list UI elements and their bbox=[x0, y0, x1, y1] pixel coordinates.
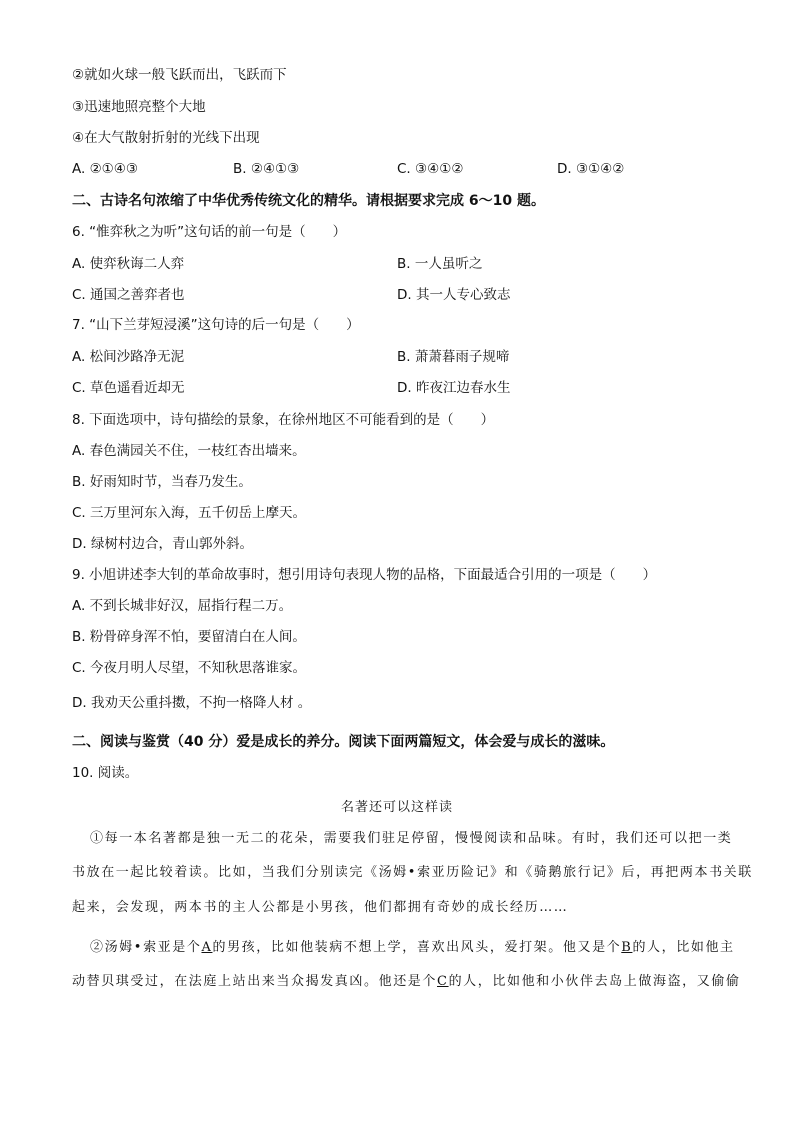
q9-option-c: C. 今夜月明人尽望，不知秋思落谁家。 bbox=[72, 660, 307, 676]
blank-c: C bbox=[437, 974, 449, 989]
passage-p1-line2: 书放在一起比较着读。比如，当我们分别读完《汤姆•索亚历险记》和《骑鹅旅行记》后，再把两本书关联 bbox=[72, 865, 753, 880]
q6-option-b: B. 一人虽听之 bbox=[397, 256, 483, 272]
passage-p1-line1: ①每一本名著都是独一无二的花朵，需要我们驻足停留，慢慢阅读和品味。有时，我们还可以把一类 bbox=[90, 831, 733, 846]
q8-option-d: D. 绿树村边合，青山郭外斜。 bbox=[72, 536, 253, 552]
section-heading-reading: 二、阅读与鉴赏（40 分）爱是成长的养分。阅读下面两篇短文，体会爱与成长的滋味。 bbox=[72, 734, 615, 750]
q9-option-d: D. 我劝天公重抖擞，不拘一格降人材 。 bbox=[72, 695, 312, 711]
passage-title: 名著还可以这样读 bbox=[340, 800, 453, 815]
q8-option-b: B. 好雨知时节，当春乃发生。 bbox=[72, 474, 252, 490]
q9-stem: 9. 小旭讲述李大钊的革命故事时，想引用诗句表现人物的品格，下面最适合引用的一项是（ ） bbox=[72, 567, 657, 583]
q7-option-b: B. 萧萧暮雨子规啼 bbox=[397, 349, 510, 365]
q5-option-c: C. ③④①② bbox=[397, 161, 464, 177]
q8-option-c: C. 三万里河东入海，五千仞岳上摩天。 bbox=[72, 505, 307, 521]
line-2: ②就如火球一般飞跃而出，飞跃而下 bbox=[72, 67, 287, 83]
passage-p2-text-e: 的人，比如他和小伙伴去岛上做海盗，又偷偷 bbox=[448, 974, 741, 989]
line-3: ③迅速地照亮整个大地 bbox=[72, 99, 206, 115]
q6-option-a: A. 使弈秋诲二人弈 bbox=[72, 256, 185, 272]
section-heading-poetry: 二、古诗名句浓缩了中华优秀传统文化的精华。请根据要求完成 6～10 题。 bbox=[72, 193, 545, 209]
q10-label: 10. 阅读。 bbox=[72, 765, 139, 781]
q9-option-b: B. 粉骨碎身浑不怕，要留清白在人间。 bbox=[72, 629, 306, 645]
q8-option-a: A. 春色满园关不住，一枝红杏出墙来。 bbox=[72, 443, 306, 459]
passage-p2-text-c: 的人，比如他主 bbox=[632, 940, 735, 955]
passage-p1-line3: 起来，会发现，两本书的主人公都是小男孩，他们都拥有奇妙的成长经历…… bbox=[72, 900, 569, 915]
passage-p2-text-a: ②汤姆•索亚是个 bbox=[90, 940, 202, 955]
q6-option-d: D. 其一人专心致志 bbox=[397, 287, 511, 303]
line-4: ④在大气散射折射的光线下出现 bbox=[72, 130, 260, 146]
q7-option-c: C. 草色遥看近却无 bbox=[72, 380, 185, 396]
q6-stem: 6. “惟弈秋之为听”这句话的前一句是（ ） bbox=[72, 224, 347, 240]
q8-stem: 8. 下面选项中，诗句描绘的景象，在徐州地区不可能看到的是（ ） bbox=[72, 412, 495, 428]
blank-a: A bbox=[201, 940, 213, 955]
q7-stem: 7. “山下兰芽短浸溪”这句诗的后一句是（ ） bbox=[72, 317, 360, 333]
q7-option-a: A. 松间沙路净无泥 bbox=[72, 349, 185, 365]
q5-option-d: D. ③①④② bbox=[557, 161, 625, 177]
q9-option-a: A. 不到长城非好汉，屈指行程二万。 bbox=[72, 598, 293, 614]
passage-p2-line2 bbox=[72, 973, 741, 991]
q5-option-b: B. ②④①③ bbox=[233, 161, 300, 177]
passage-p2-text-b: 的男孩，比如他装病不想上学，喜欢出风头，爱打架。他又是个 bbox=[212, 940, 622, 955]
q7-option-d: D. 昨夜江边春水生 bbox=[397, 380, 511, 396]
blank-b: B bbox=[621, 940, 633, 955]
passage-p2-text-d: 动替贝琪受过，在法庭上站出来当众揭发真凶。他还是个 bbox=[72, 974, 438, 989]
q5-option-a: A. ②①④③ bbox=[72, 161, 138, 177]
passage-p2-line1 bbox=[90, 939, 740, 957]
q6-option-c: C. 通国之善弈者也 bbox=[72, 287, 185, 303]
